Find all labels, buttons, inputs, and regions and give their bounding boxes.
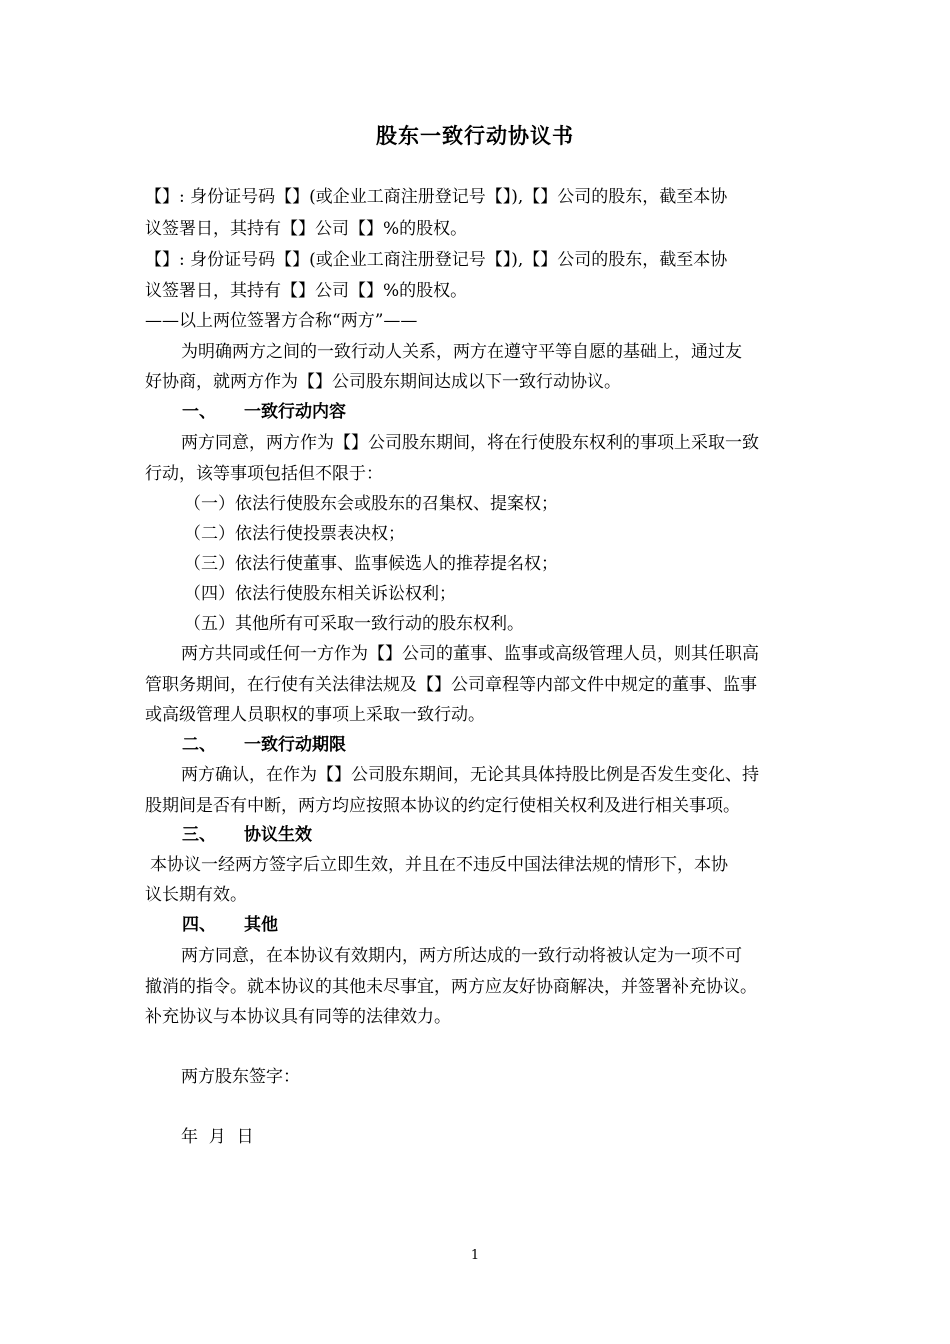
- page-number: 1: [470, 1248, 480, 1263]
- section2-heading: [182, 733, 346, 757]
- section1-p1-line1: 两方同意，两方作为【】公司股东期间，将在行使股东权利的事项上采取一致: [181, 433, 759, 453]
- section1-p2-line2: 管职务期间，在行使有关法律法规及【】公司章程等内部文件中规定的董事、监事: [145, 675, 757, 695]
- section1-p2-line3: 或高级管理人员职权的事项上采取一致行动。: [145, 705, 485, 725]
- section3-number: 三、: [182, 825, 216, 845]
- section4-number: 四、: [182, 915, 216, 935]
- intro-line1: 为明确两方之间的一致行动人关系，两方在遵守平等自愿的基础上，通过友: [181, 342, 742, 362]
- list-item: （一）依法行使股东会或股东的召集权、提案权；: [184, 494, 558, 514]
- section2-title: 一致行动期限: [244, 735, 346, 755]
- section1-p2-line1: 两方共同或任何一方作为【】公司的董事、监事或高级管理人员，则其任职高: [181, 644, 759, 664]
- party2-line1: 【】: 身份证号码【】(或企业工商注册登记号【】),【】公司的股东，截至本协: [145, 250, 728, 270]
- section1-title: 一致行动内容: [244, 402, 346, 422]
- section2-line2: 股期间是否有中断，两方均应按照本协议的约定行使相关权利及进行相关事项。: [145, 796, 740, 816]
- list-item: （三）依法行使董事、监事候选人的推荐提名权；: [184, 554, 558, 574]
- section3-heading: [182, 823, 312, 847]
- party1-line2: 议签署日，其持有【】公司【】%的股权。: [145, 219, 468, 239]
- section3-title: 协议生效: [244, 825, 312, 845]
- party1-line1: 【】: 身份证号码【】(或企业工商注册登记号【】),【】公司的股东，截至本协: [145, 187, 728, 207]
- intro-line2: 好协商，就两方作为【】公司股东期间达成以下一致行动协议。: [145, 372, 621, 392]
- section4-line1: 两方同意，在本协议有效期内，两方所达成的一致行动将被认定为一项不可: [181, 946, 742, 966]
- section3-line2: 议长期有效。: [145, 885, 247, 905]
- list-item: （五）其他所有可采取一致行动的股东权利。: [184, 614, 524, 634]
- document-title: 股东一致行动协议书: [376, 124, 574, 148]
- section3-line1: 本协议一经两方签字后立即生效，并且在不违反中国法律法规的情形下，本协: [150, 855, 728, 875]
- section4-title: 其他: [244, 915, 278, 935]
- party2-line2: 议签署日，其持有【】公司【】%的股权。: [145, 281, 468, 301]
- section4-heading: [182, 913, 278, 937]
- list-item: （四）依法行使股东相关诉讼权利；: [184, 584, 456, 604]
- section1-number: 一、: [182, 402, 216, 422]
- collective-name: ——以上两位签署方合称“两方”——: [145, 311, 418, 331]
- date-label: 年 月 日: [181, 1127, 254, 1147]
- section1-p1-line2: 行动，该等事项包括但不限于：: [145, 464, 383, 484]
- section4-line2: 撤消的指令。就本协议的其他未尽事宜，两方应友好协商解决，并签署补充协议。: [145, 977, 757, 997]
- list-item: （二）依法行使投票表决权；: [184, 524, 405, 544]
- section1-heading: [182, 400, 346, 424]
- section2-number: 二、: [182, 735, 216, 755]
- section4-line3: 补充协议与本协议具有同等的法律效力。: [145, 1007, 451, 1027]
- signature-label: 两方股东签字：: [181, 1067, 300, 1087]
- section2-line1: 两方确认，在作为【】公司股东期间，无论其具体持股比例是否发生变化、持: [181, 765, 759, 785]
